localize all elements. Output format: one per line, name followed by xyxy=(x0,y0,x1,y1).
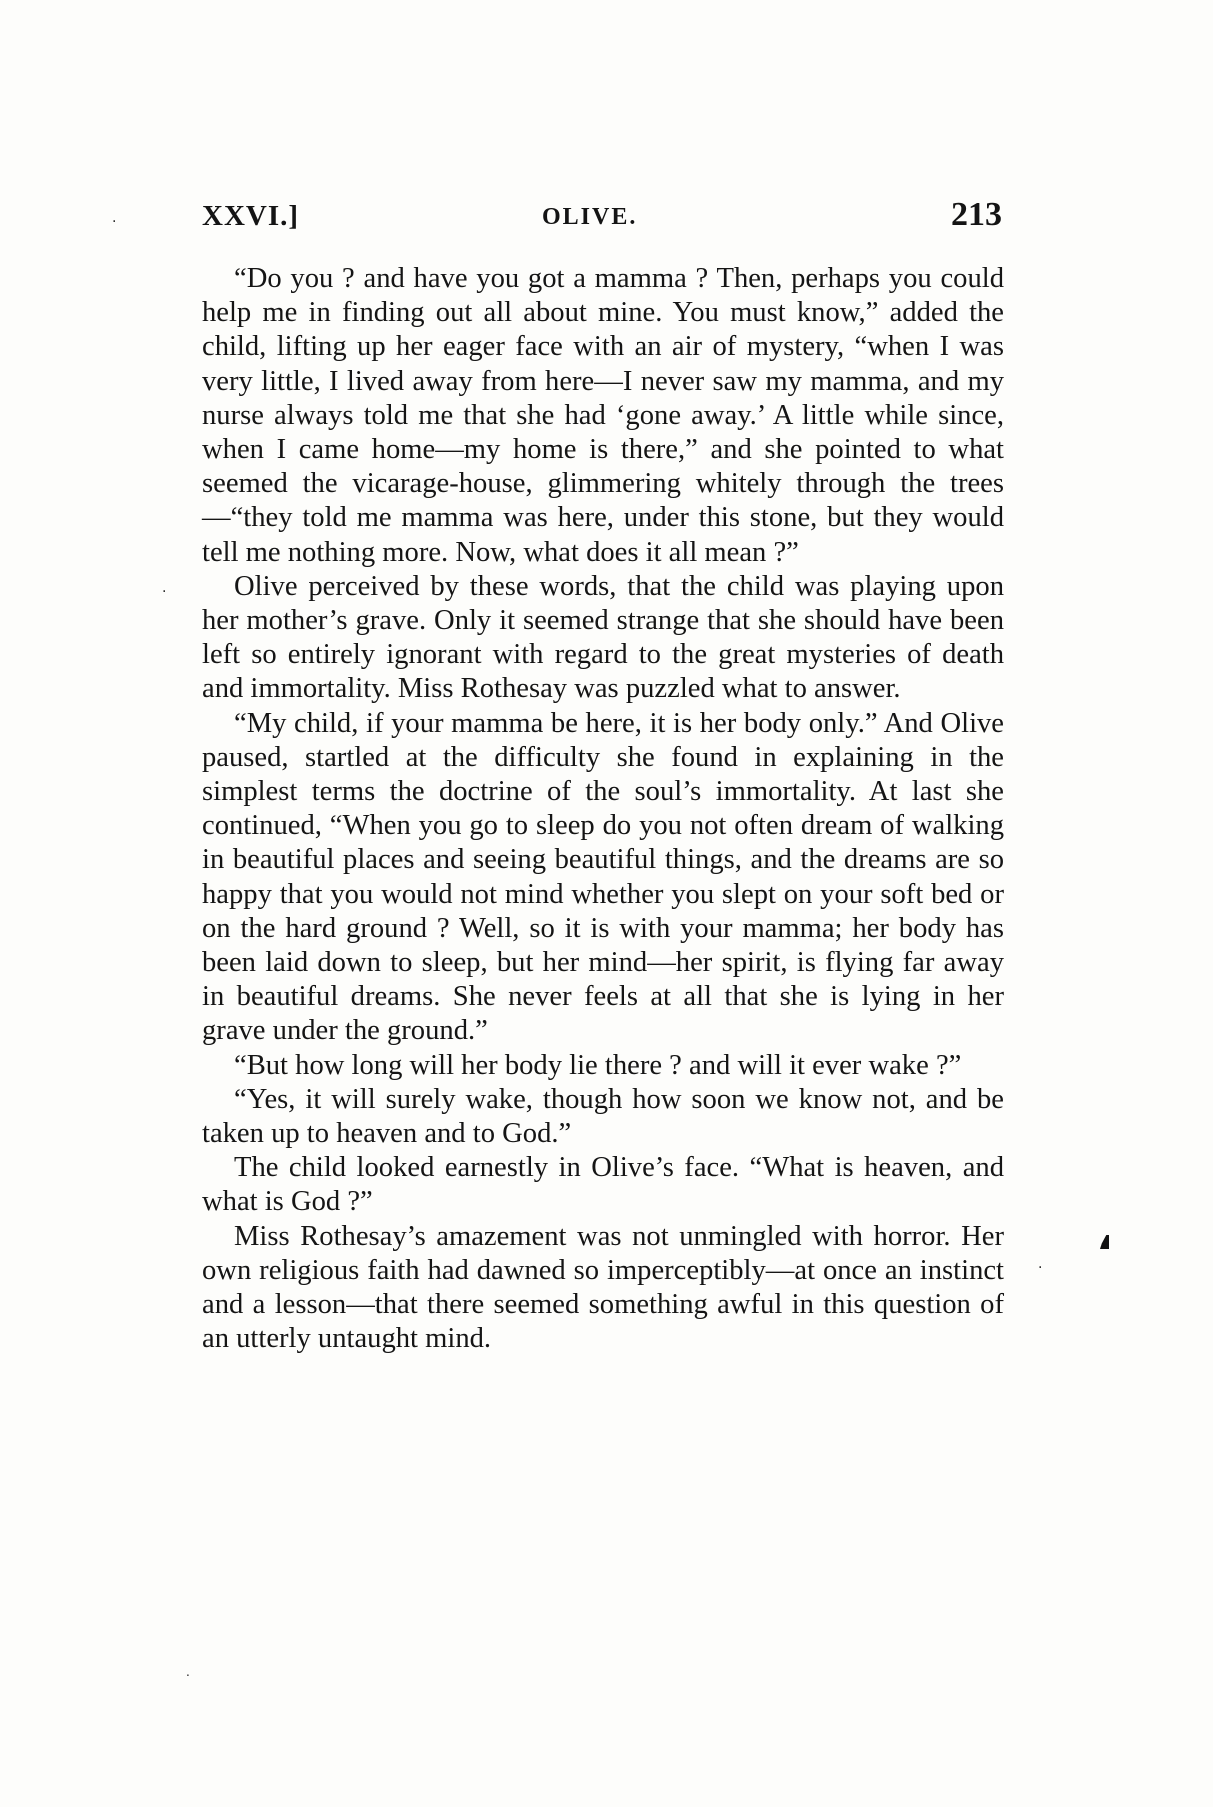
chapter-number: XXVI.] xyxy=(202,200,300,232)
paragraph: “Do you ? and have you got a mamma ? Then, perhaps you could help me in finding out all about mine. You must know,” added the child, lifting up her eager face with an air of mystery, “when I was very little, I lived away from here—I never saw my mamma, and my nurse always told me that she had ‘gone away.’ A little while since, when I came home—my home is there,” and she pointed to what seemed the vicarage-house, glimmering whitely through the trees—“they told me mamma was here, under this stone, but they would tell me nothing more. Now, what does it all mean ?” xyxy=(202,263,1004,568)
margin-dot: . xyxy=(186,1665,190,1679)
margin-dot: . xyxy=(162,580,167,596)
paragraph: Olive perceived by these words, that the child was playing upon her mother’s grave. Only it seemed strange that she should have been left so entirely ignorant with regard to the great mysteries of death and immortality. Miss Rothesay was puzzled what to answer. xyxy=(202,570,1004,705)
paragraph: The child looked earnestly in Olive’s face. “What is heaven, and what is God ?” xyxy=(202,1152,1004,1218)
paragraph: Miss Rothesay’s amazement was not unmingled with horror. Her own religious faith had dawned so imperceptibly—at once an instinct and a lesson—that there seemed something awful in this question of an utterly untaught mind. xyxy=(202,1220,1004,1355)
running-header xyxy=(202,196,1002,240)
page-number: 213 xyxy=(951,196,1002,233)
margin-dot: . xyxy=(112,210,117,226)
running-title: OLIVE. xyxy=(542,204,638,230)
paragraph: “But how long will her body lie there ? and will it ever wake ?” xyxy=(234,1049,962,1081)
body-text xyxy=(202,262,1004,1357)
margin-dot: . xyxy=(1038,1256,1043,1272)
paragraph: “My child, if your mamma be here, it is her body only.” And Olive paused, startled at the difficulty she found in explaining in the simplest terms the doctrine of the soul’s immortality. At last she continued, “When you go to sleep do you not often dream of walking in beautiful places and seeing beautiful things, and the dreams are so happy that you would not mind whether you slept on your soft bed or on the hard ground ? Well, so it is with your mamma; her body has been laid down to sleep, but her mind—her spirit, is flying far away in beautiful dreams. She never feels at all that she is lying in her grave under the ground.” xyxy=(202,707,1004,1047)
ink-mark xyxy=(1100,1235,1109,1249)
paragraph: “Yes, it will surely wake, though how soon we know not, and be taken up to heaven and to God.” xyxy=(202,1083,1004,1150)
